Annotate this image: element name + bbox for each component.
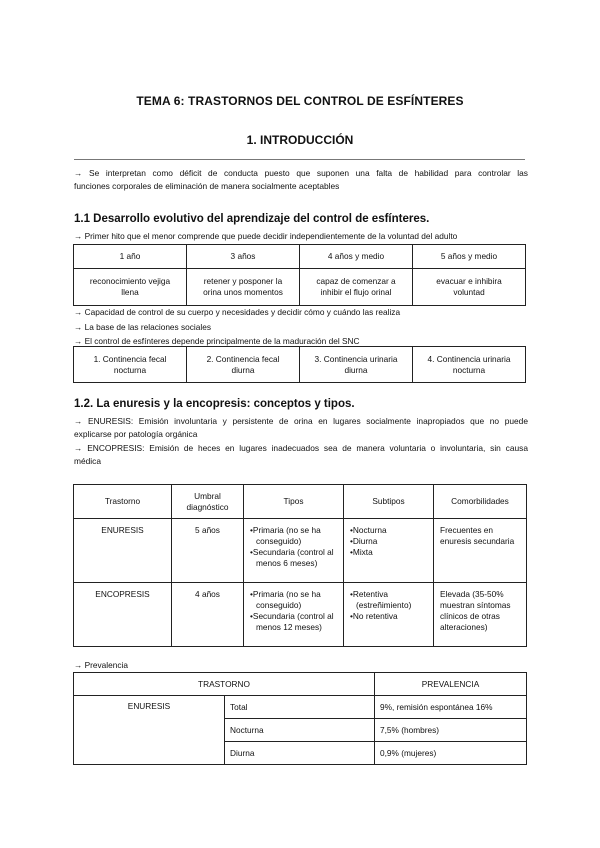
section-1-1-title: 1.1 Desarrollo evolutivo del aprendizaje del control de esfínteres. [74,213,430,225]
disorder-name: ENURESIS [74,519,172,583]
intro-line-1: → Se interpretan como déficit de conducta puesto que suponen una falta de habilidad para controlar las [74,168,528,178]
stage-cell [187,269,300,306]
bullet-line: → El control de esfínteres depende principalmente de la maduración del SNC [74,336,360,346]
prevalence-header: PREVALENCIA [375,673,527,696]
continencia-line: 1. Continencia fecal [93,353,167,364]
continencia-line: diurna [344,364,368,375]
prevalencia-label: → Prevalencia [74,660,128,670]
stage-header: 4 años y medio [300,245,413,269]
stage-cell-line: voluntad [453,287,485,297]
encopresis-def-line-2: médica [74,456,101,466]
continencia-cell [187,347,300,383]
developmental-stages-table [73,244,526,306]
stage-cell-line: inhibir el flujo orinal [320,287,392,297]
disorder-umbral: 4 años [172,583,244,647]
encopresis-def-line-1: → ENCOPRESIS: Emisión de heces en lugares inadecuados sea de manera voluntaria o involuntaria, sin causa [74,443,528,453]
prevalence-disorder: ENURESIS [74,696,225,765]
section-1-2-title: 1.2. La enuresis y la encopresis: conceptos y tipos. [74,398,355,410]
prevalence-header: TRASTORNO [74,673,375,696]
prevalence-row-value: 7,5% (hombres) [375,719,527,742]
intro-paragraph [74,167,528,193]
prevalence-table [73,672,527,765]
bullet-line: → Capacidad de control de su cuerpo y necesidades y decidir cómo y cuándo las realiza [74,307,401,317]
page-title: TEMA 6: TRASTORNOS DEL CONTROL DE ESFÍNTERES [136,94,464,108]
disorder-subtipos [344,583,434,647]
continencia-cell [413,347,526,383]
disorders-header: Subtipos [344,485,434,519]
stage-header: 5 años y medio [413,245,526,269]
prevalence-row-value: 9%, remisión espontánea 16% [375,696,527,719]
disorder-umbral: 5 años [172,519,244,583]
continencia-line: nocturna [113,364,147,375]
enuresis-def-line-1: → ENURESIS: Emisión involuntaria y persistente de orina en lugares socialmente inapropiados que no puede [74,416,528,426]
hito-line: → Primer hito que el menor comprende que puede decidir independientemente de la voluntad del adulto [74,231,458,241]
tipo-item: • Primaria (no se ha conseguido) [250,525,337,547]
subtipo-item: • No retentiva [350,611,427,622]
subtipo-item: • Diurna [350,536,427,547]
continencias-table [73,346,526,383]
disorder-name: ENCOPRESIS [74,583,172,647]
section-introduccion-title: 1. INTRODUCCIÓN [246,133,354,147]
continencia-line: 4. Continencia urinaria [427,353,511,364]
disorders-header: Trastorno [74,485,172,519]
prevalence-row-label: Nocturna [225,719,375,742]
stage-cell [413,269,526,306]
stage-cell-line: orina unos momentos [203,287,283,297]
stage-header: 1 año [74,245,187,269]
enuresis-definition [74,415,528,441]
continencia-cell [300,347,413,383]
tipo-item: • Secundaria (control al menos 12 meses) [250,611,337,633]
continencia-cell [74,347,187,383]
prevalence-row-label: Diurna [225,742,375,765]
tipo-item: • Primaria (no se ha conseguido) [250,589,337,611]
prevalence-row-value: 0,9% (mujeres) [375,742,527,765]
stage-cell-line: retener y posponer la [203,276,283,286]
continencia-line: 3. Continencia urinaria [314,353,398,364]
continencia-line: nocturna [452,364,486,375]
stage-cell-line: evacuar e inhibira [436,276,502,286]
tipo-item: • Secundaria (control al menos 6 meses) [250,547,337,569]
continencia-line: 2. Continencia fecal [206,353,280,364]
subtipo-item: • Retentiva (estreñimiento) [350,589,427,611]
encopresis-definition [74,442,528,468]
prevalence-row-label: Total [225,696,375,719]
stage-cell-line: capaz de comenzar a [316,276,396,286]
subtipo-item: • Mixta [350,547,427,558]
divider [74,159,525,160]
disorders-table [73,484,527,647]
stage-cell-line: reconocimiento vejiga [89,276,171,286]
disorders-header: Umbral diagnóstico [172,485,244,519]
disorder-comorbilidades: Elevada (35-50% muestran síntomas clínicos de otras alteraciones) [434,583,527,647]
bullet-line: → La base de las relaciones sociales [74,322,211,332]
disorder-tipos [244,519,344,583]
disorder-comorbilidades: Frecuentes en enuresis secundaria [434,519,527,583]
disorder-tipos [244,583,344,647]
disorders-header: Tipos [244,485,344,519]
stage-cell [300,269,413,306]
disorder-subtipos [344,519,434,583]
enuresis-def-line-2: explicarse por patología orgánica [74,429,198,439]
stage-cell-line: llena [121,287,139,297]
intro-line-2: funciones corporales de eliminación de manera socialmente aceptables [74,181,340,191]
disorders-header: Comorbilidades [434,485,527,519]
stage-header: 3 años [187,245,300,269]
continencia-line: diurna [231,364,255,375]
stage-cell [74,269,187,306]
subtipo-item: • Nocturna [350,525,427,536]
